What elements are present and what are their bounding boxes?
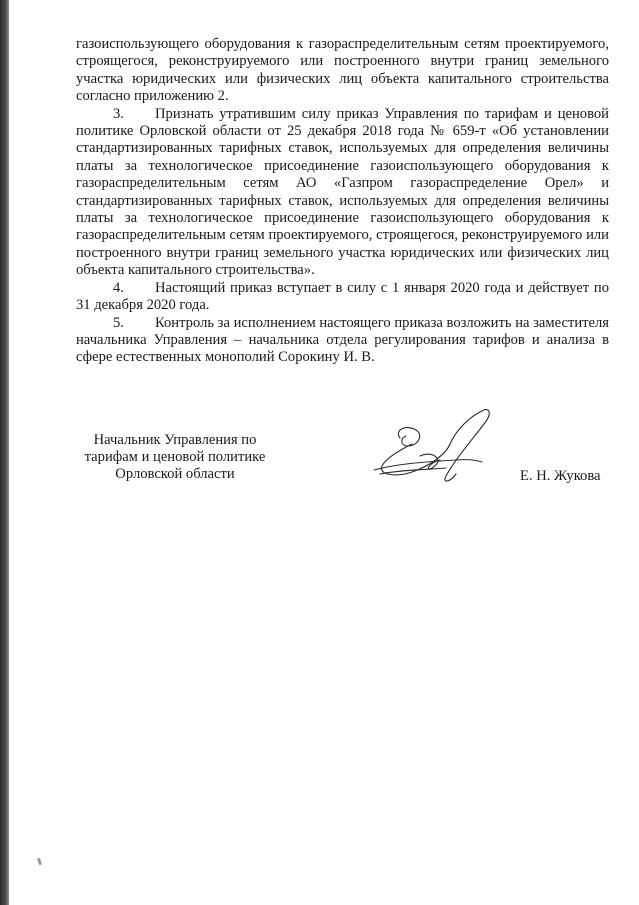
paragraph-text: Настоящий приказ вступает в силу с 1 января 2020 года и действует по 31 декабря 2020 года.	[76, 279, 609, 314]
paragraph-number: 4.	[113, 279, 124, 296]
paragraph-text: Контроль за исполнением настоящего приказа возложить на заместителя начальника Управления – начальника отдела регулирования тарифов и анализа в сфере естественных монополий Сорокину И. В.	[76, 314, 609, 366]
signer-title-line: Начальник Управления по	[93, 432, 257, 448]
signer-name: Е. Н. Жукова	[520, 468, 601, 484]
paragraph-text: газоиспользующего оборудования к газораспределительным сетям проектируемого, строящегося, реконструируемого или построенного внутри границ земельного участка юридических или физических лиц объекта капитального строительства согласно приложению 2.	[76, 36, 609, 105]
paragraph-number: 5.	[113, 314, 124, 331]
signer-title	[62, 432, 288, 484]
signer-title-line: Орловской области	[115, 466, 235, 483]
handwritten-signature	[360, 400, 500, 500]
paragraph-number: 3.	[113, 105, 124, 122]
paragraph-text: Признать утратившим силу приказ Управления по тарифам и ценовой политике Орловской области от 25 декабря 2018 года № 659-т «Об установлении стандартизированных тарифных ставок, используемых для определения величины платы за технологическое присоединение газоиспользующего оборудования к газораспределительным сетям АО «Газпром газораспределение Орел» и стандартизированных тарифных ставок, используемых для определения величины платы за технологическое присоединение газоиспользующего оборудования к газораспределительным сетям проектируемого, строящегося, реконструируемого или построенного внутри границ земельного участка юридических или физических лиц объекта капитального строительства».	[76, 105, 609, 279]
signer-title-line: тарифам и ценовой политике	[84, 449, 266, 466]
